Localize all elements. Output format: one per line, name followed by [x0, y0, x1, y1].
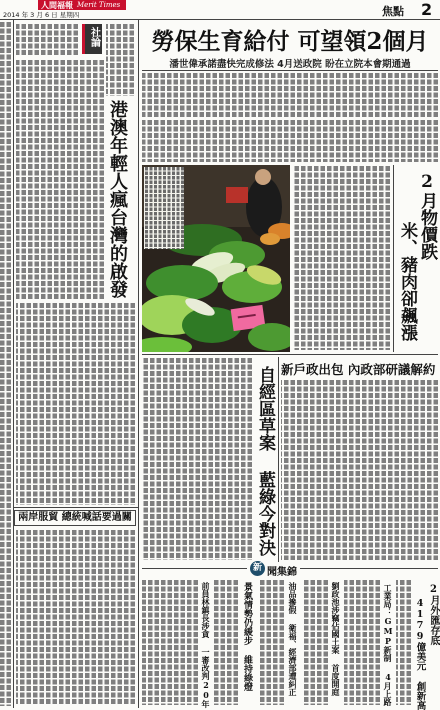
photo-bottom-rule	[142, 354, 438, 355]
digest-badge-text: 新	[252, 563, 262, 573]
household-body	[281, 380, 438, 560]
digest-item-body-1	[396, 580, 411, 705]
digest-item-body-4	[258, 580, 284, 705]
lead-rule	[142, 70, 438, 71]
cross-strait-rule	[14, 507, 138, 508]
lead-subheadline: 潘世偉承諾盡快完成修法 4月送政院 盼在立院本會期通過	[169, 59, 411, 70]
editorial-divider	[138, 20, 139, 708]
digest-item-body-2	[344, 580, 380, 705]
digest-item-headline-5[interactable]: 景氣情勢仍緩步 維持綠燈	[242, 582, 252, 691]
lead-body-upper	[142, 73, 438, 117]
lead-headline[interactable]: 勞保生育給付 可望領2個月	[151, 28, 429, 55]
editorial-body-lower	[16, 303, 135, 505]
masthead-logo[interactable]	[38, 0, 126, 10]
digest-item-body-6	[142, 580, 198, 705]
digest-badge-icon	[250, 561, 265, 576]
editorial-body-right	[106, 24, 134, 96]
digest-item-headline-1a[interactable]: 2月外匯存底	[428, 584, 439, 645]
editorial-label	[82, 24, 102, 54]
editorial-title[interactable]: 港澳年輕人瘋台灣的啟發	[107, 100, 128, 298]
digest-item-headline-1b[interactable]: 4179億美元 創新高	[414, 598, 426, 710]
digest-rule-left	[142, 568, 247, 569]
digest-item-body-5	[214, 580, 238, 705]
issue-date: 2014 年 3 月 6 日 星期四	[3, 11, 80, 19]
price-story-body	[293, 166, 390, 350]
price-headline-line-1[interactable]: 2月物價跌	[417, 172, 437, 260]
digest-item-headline-6[interactable]: 前員林鎮長涉貪 一審改判20年	[201, 582, 211, 708]
price-headline-line-2[interactable]: 米、豬肉卻飆漲	[397, 222, 417, 341]
page-number: 2	[421, 0, 433, 19]
margin-divider	[13, 20, 14, 708]
logo-english: Merit Times	[77, 1, 121, 9]
household-headline[interactable]: 新戶政出包 內政部研議解約	[281, 362, 436, 377]
digest-label: 聞集錦	[267, 567, 297, 578]
free-zone-headline[interactable]: 自經區草案 藍綠今對決	[255, 366, 275, 556]
masthead-rule	[0, 19, 440, 20]
editorial-body	[16, 60, 104, 300]
digest-rule-right	[300, 568, 438, 569]
digest-item-headline-2[interactable]: 工業局：GMP新制 4月上路	[383, 584, 393, 706]
free-zone-body	[142, 358, 252, 560]
lead-body-lower	[142, 120, 438, 162]
photo-caption	[144, 167, 184, 249]
editorial-label-text: 社論	[88, 27, 100, 47]
logo-chinese: 人間福報	[41, 0, 73, 10]
cross-strait-body	[16, 530, 135, 705]
previous-page-margin-text	[0, 22, 11, 706]
household-divider	[278, 357, 279, 562]
digest-item-headline-3[interactable]: 劉政池涉竊佔國土案 首度開庭	[331, 582, 341, 696]
digest-item-body-3	[302, 580, 328, 705]
digest-item-headline-4[interactable]: 油品摻假 衛福、經濟部遭糾正	[288, 582, 298, 696]
section-name: 焦點	[382, 5, 404, 18]
cross-strait-headline[interactable]: 兩岸服貿 總統喊話要過關	[14, 510, 136, 526]
editorial-body-top	[16, 24, 78, 56]
